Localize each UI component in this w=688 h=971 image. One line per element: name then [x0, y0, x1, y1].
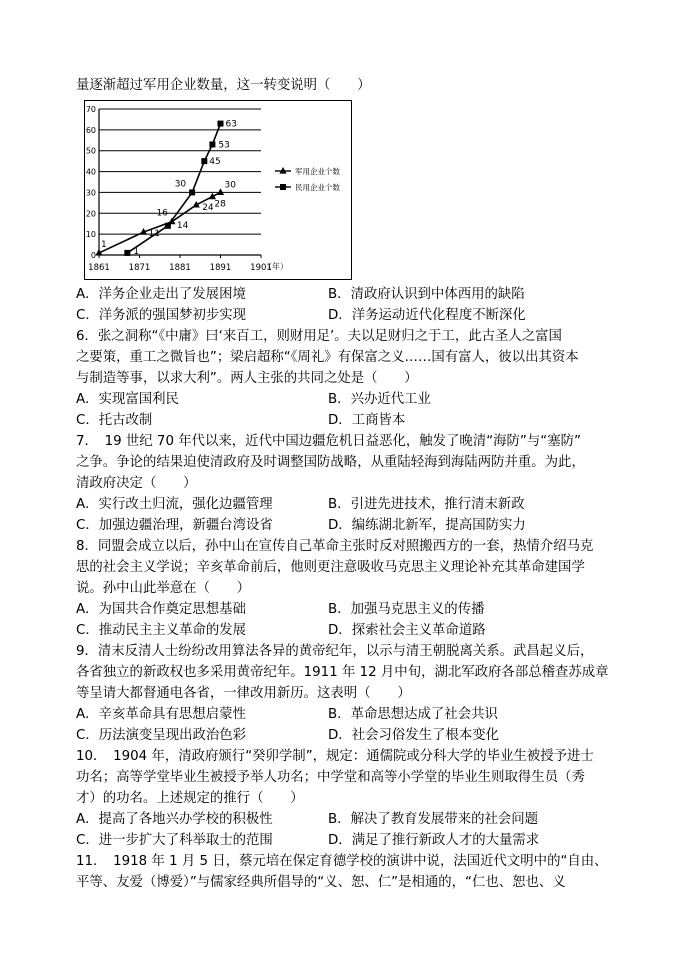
data-label: 53	[218, 140, 230, 151]
data-point-square	[209, 141, 215, 147]
q7-option-d: D．编练湖北新军，提高国防实力	[328, 518, 526, 533]
data-label: 1	[133, 246, 140, 257]
question-5-stem: 量逐渐超过军用企业数量，这一转变说明（ ）	[76, 78, 371, 93]
q8-stem-line: 8．同盟会成立以后，孙中山在宣传自己革命主张时反对照搬西方的一套，热情介绍马克	[76, 539, 594, 554]
x-tick-label: 1901	[250, 263, 272, 273]
y-tick-label: 50	[85, 146, 96, 156]
x-tick-label: 1871	[128, 263, 151, 273]
q5-option-b: B．清政府认识到中体西用的缺陷	[328, 287, 525, 302]
q6-option-a: A．实现富国利民	[76, 392, 179, 407]
q8-stem-line: 思的社会主义学说；辛亥革命前后，他则更注意吸收马克思主义理论补充其革命建国学	[76, 560, 585, 575]
x-tick-label: 1891	[209, 263, 232, 273]
legend-label: 军用企业个数	[295, 167, 340, 176]
q8-option-c: C．推动民主主义革命的发展	[76, 623, 247, 638]
data-label: 28	[214, 199, 226, 210]
q11-stem-line: 平等、友爱（博爱）”与儒家经典所倡导的“义、恕、仁”是相通的，“仁也、恕也、义	[76, 875, 566, 890]
x-axis-label: （年）	[264, 262, 288, 271]
y-tick-label: 10	[85, 230, 96, 240]
y-tick-label: 40	[85, 167, 96, 177]
y-tick-label: 0	[90, 251, 96, 260]
q9-option-a: A．辛亥革命具有思想启蒙性	[76, 707, 246, 722]
q6-option-b: B．兴办近代工业	[328, 392, 431, 407]
series-line	[99, 192, 221, 252]
q10-stem-line: 10． 1904 年，清政府颁行“癸卯学制”，规定：通儒院或分科大学的毕业生被授予进士	[76, 749, 594, 764]
y-tick-label: 70	[85, 105, 96, 114]
q6-option-d: D．工商皆本	[328, 413, 406, 428]
data-label: 11	[148, 229, 161, 240]
q9-stem-line: 等呈请大都督通电各省，一律改用新历。这表明（ ）	[76, 686, 411, 701]
data-point-square	[124, 250, 130, 256]
q7-option-b: B．引进先进技术，推行清末新政	[328, 497, 525, 512]
q10-stem-line: 功名；高等学堂毕业生被授予举人功名；中学堂和高等小学堂的毕业生则取得生员（秀	[76, 770, 585, 785]
data-label: 24	[202, 202, 214, 213]
q7-stem-line: 清政府决定（ ）	[76, 476, 197, 491]
q7-stem-line: 7． 19 世纪 70 年代以来，近代中国边疆危机日益恶化，触发了晚清“海防”与“塞防”	[76, 434, 581, 449]
data-point-square	[218, 121, 224, 127]
q11-stem-line: 11． 1918 年 1 月 5 日，蔡元培在保定育德学校的演讲中说，法国近代文明中的“自由、	[76, 854, 608, 869]
data-label: 1	[101, 239, 107, 250]
q6-stem-line: 与制造等事，以求大利”。两人主张的共同之处是（ ）	[76, 371, 418, 386]
q8-option-d: D．探索社会主义革命道路	[328, 623, 486, 638]
q5-option-c: C．洋务派的强国梦初步实现	[76, 308, 247, 323]
y-tick-label: 60	[85, 125, 96, 135]
data-point-square	[165, 223, 171, 229]
q6-stem-line: 之要策，重工之微旨也”；梁启超称“《周礼》有保富之义……国有富人，彼以出其资本	[76, 350, 579, 365]
q6-option-c: C．托古改制	[76, 413, 153, 428]
q5-option-d: D．洋务运动近代化程度不断深化	[328, 308, 526, 323]
y-tick-label: 20	[85, 209, 96, 219]
enterprise-count-chart	[84, 100, 352, 280]
legend-label: 民用企业个数	[295, 183, 340, 192]
line-chart	[85, 101, 351, 279]
q10-option-a: A．提高了各地兴办学校的积极性	[76, 812, 273, 827]
q9-stem-line: 各省独立的新政权也多采用黄帝纪年。1911 年 12 月中旬，湖北军政府各部总稽查苏成章	[76, 665, 609, 680]
q9-option-d: D．社会习俗发生了根本变化	[328, 728, 499, 743]
data-label: 16	[156, 208, 168, 219]
q8-stem-line: 说。孙中山此举意在（ ）	[76, 581, 251, 596]
legend-marker-square	[280, 184, 286, 190]
q10-option-b: B．解决了教育发展带来的社会问题	[328, 812, 539, 827]
q7-option-c: C．加强边疆治理，新疆台湾设省	[76, 518, 273, 533]
q7-option-a: A．实行改土归流，强化边疆管理	[76, 497, 273, 512]
data-label: 14	[176, 220, 189, 231]
q9-option-c: C．历法演变呈现出政治色彩	[76, 728, 247, 743]
data-label: 45	[209, 157, 221, 168]
data-point-square	[189, 189, 195, 195]
q5-option-a: A．洋务企业走出了发展困境	[76, 287, 246, 302]
data-label: 30	[224, 180, 236, 191]
x-tick-label: 1881	[169, 263, 191, 273]
q9-stem-line: 9．清末反清人士纷纷改用算法各异的黄帝纪年，以示与清王朝脱离关系。武昌起义后，	[76, 644, 594, 659]
x-tick-label: 1861	[88, 263, 110, 273]
q10-stem-line: 才）的功名。上述规定的推行（ ）	[76, 791, 304, 806]
q7-stem-line: 之争。争论的结果迫使清政府及时调整国防战略，从重陆轻海到海陆两防并重。为此，	[76, 455, 585, 470]
q9-option-b: B．革命思想达成了社会共识	[328, 707, 498, 722]
y-tick-label: 30	[85, 188, 96, 198]
q6-stem-line: 6．张之洞称“《中庸》曰‘来百工，则财用足’。夫以足财归之于工，此古圣人之富国	[76, 329, 562, 344]
q10-option-c: C．进一步扩大了科举取士的范围	[76, 833, 273, 848]
q10-option-d: D．满足了推行新政人才的大量需求	[328, 833, 540, 848]
data-label: 63	[225, 119, 237, 130]
q8-option-b: B．加强马克思主义的传播	[328, 602, 485, 617]
data-label: 30	[174, 179, 187, 190]
data-point-square	[201, 158, 207, 164]
q8-option-a: A．为国共合作奠定思想基础	[76, 602, 246, 617]
data-point-triangle	[217, 188, 224, 195]
